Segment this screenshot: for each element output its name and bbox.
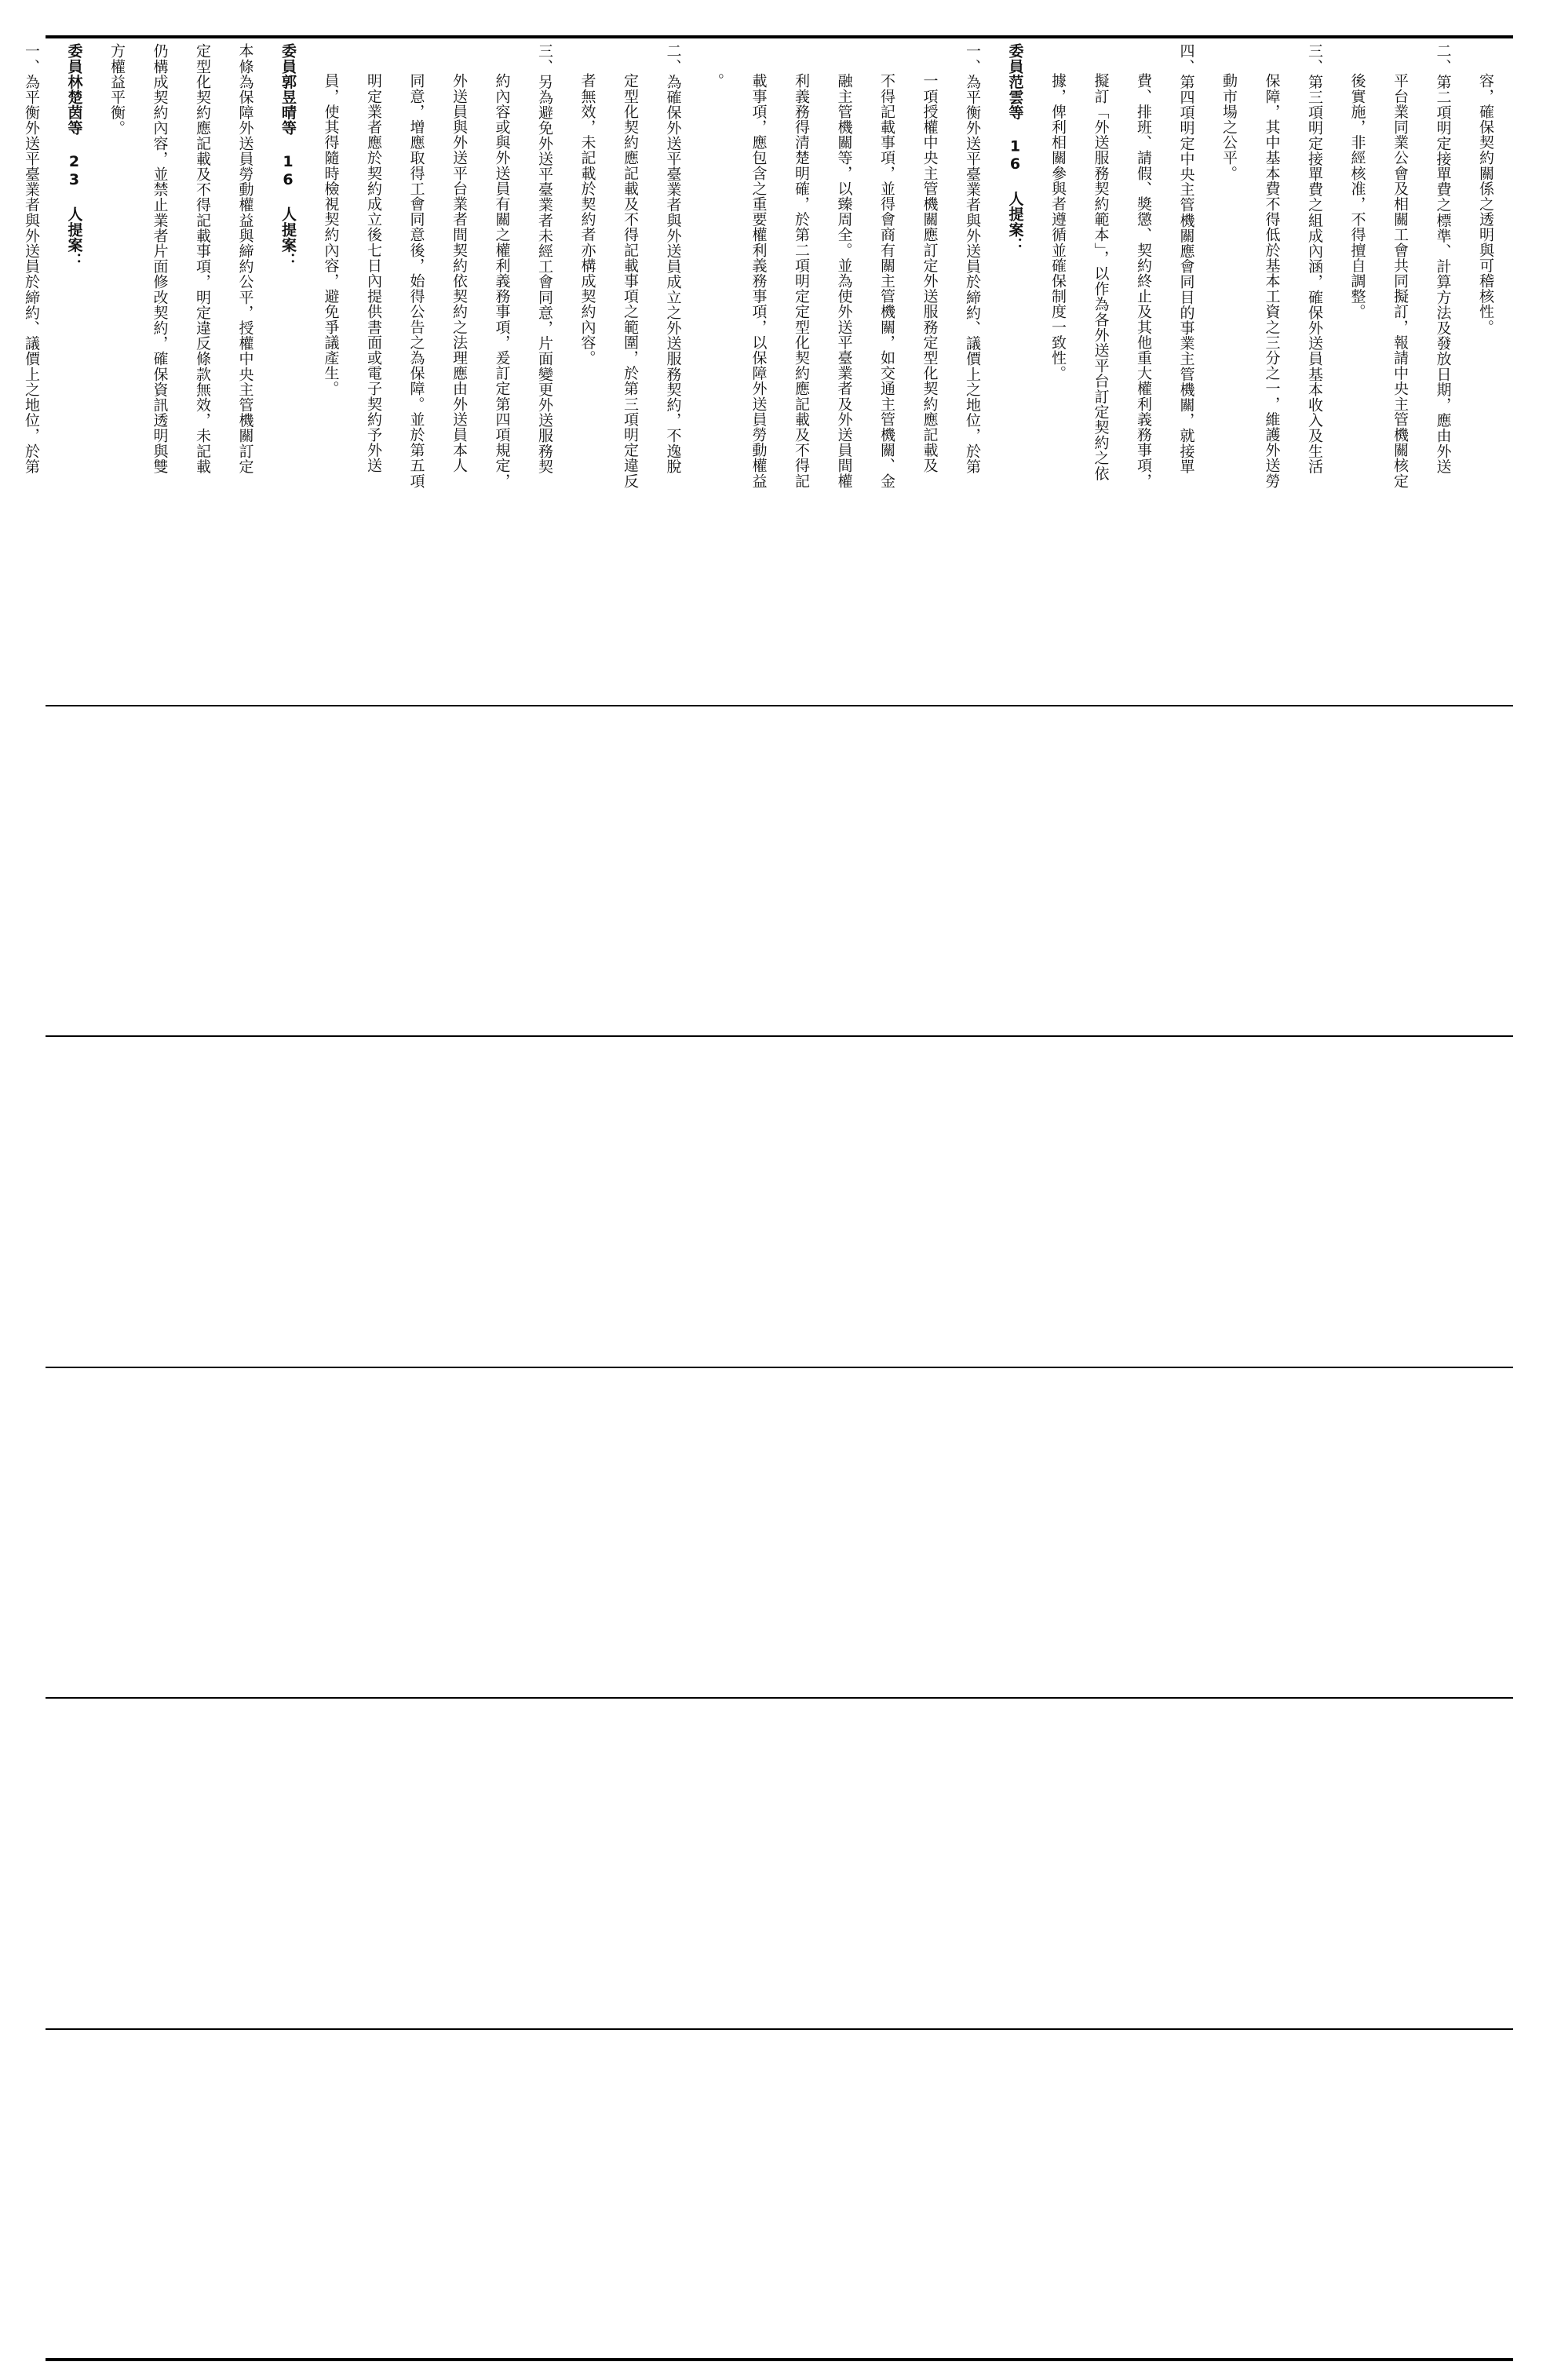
top-rule [46, 35, 1513, 38]
vertical-text-panel [23, 43, 1507, 687]
text-line: 容，確保契約關係之透明與可稽核性。 [1477, 73, 1494, 335]
bottom-rule [46, 2358, 1513, 2361]
text-line: 平台業同業公會及相關工會共同擬訂，報請中央主管機關核定 [1391, 73, 1409, 489]
text-line: 一、為平衡外送平臺業者與外送員於締約、議價上之地位，於第 [23, 43, 40, 474]
text-line: 外送員與外送平台業者間契約依契約之法理應由外送員本人 [450, 73, 468, 473]
text-line: 二、為確保外送平臺業者與外送員成立之外送服務契約，不逸脫 [664, 43, 682, 474]
text-line: 不得記載事項，並得會商有關主管機關，如交通主管機關、金 [878, 73, 895, 489]
text-line: 三、第三項明定接單費之組成內涵，確保外送員基本收入及生活 [1306, 43, 1323, 474]
text-line: 約內容或與外送員有關之權利義務事項，爰訂定第四項規定， [493, 73, 511, 489]
proposal-heading: 委員郭昱晴等 16 人提案： [279, 43, 297, 268]
text-line: 同意，增應取得工會同意後，始得公告之為保障。並於第五項 [407, 73, 425, 489]
text-line: 仍構成契約內容，並禁止業者片面修改契約，確保資訊透明與雙 [151, 43, 169, 474]
proposal-heading: 委員林楚茵等 23 人提案： [65, 43, 83, 268]
text-line: 定型化契約應記載及不得記載事項，明定違反條款無效，未記載 [194, 43, 211, 474]
text-line: 二、第二項明定接單費之標準、計算方法及發放日期，應由外送 [1434, 43, 1452, 474]
text-line: 本條為保障外送員勞動權益與締約公平，授權中央主管機關訂定 [236, 43, 254, 474]
text-line: 利義務得清楚明確，於第二項明定定型化契約應記載及不得記 [793, 73, 810, 489]
empty-cell-3 [46, 1368, 1513, 1696]
text-line: 明定業者應於契約成立後七日內提供書面或電子契約予外送 [365, 73, 382, 473]
text-line: 費、排班、請假、獎懲、契約終止及其他重大權利義務事項， [1135, 73, 1152, 489]
text-line: 一項授權中央主管機關應訂定外送服務定型化契約應記載及 [921, 73, 939, 473]
text-line: 後實施，非經核准，不得擅自調整。 [1348, 73, 1366, 319]
text-line: 。 [707, 73, 724, 89]
text-line: 一、為平衡外送平臺業者與外送員於締約、議價上之地位，於第 [964, 43, 981, 474]
text-line: 載事項，應包含之重要權利義務事項，以保障外送員勞動權益 [749, 73, 768, 489]
text-line: 員，使其得隨時檢視契約內容，避免爭議產生。 [322, 73, 340, 396]
text-line: 動市場之公平。 [1220, 73, 1238, 181]
text-line: 三、另為避免外送平臺業者未經工會同意，片面變更外送服務契 [536, 43, 553, 474]
text-line: 擬訂「外送服務契約範本」，以作為各外送平台訂定契約之依 [1092, 73, 1110, 481]
empty-cell-2 [46, 1037, 1513, 1365]
text-line: 保障，其中基本費不得低於基本工資之三分之一，維護外送勞 [1263, 73, 1281, 489]
empty-cell-1 [46, 706, 1513, 1035]
text-line: 融主管機關等，以臻周全。並為使外送平臺業者及外送員間權 [835, 73, 853, 489]
proposal-heading: 委員范雲等 16 人提案： [1006, 43, 1024, 253]
text-line: 據，俾利相關參與者遵循並確保制度一致性。 [1049, 73, 1067, 381]
text-line: 四、第四項明定中央主管機關應會同目的事業主管機關，就接單 [1177, 43, 1195, 474]
text-line: 定型化契約應記載及不得記載事項之範圍，於第三項明定違反 [622, 73, 639, 489]
text-line: 者無效，未記載於契約者亦構成契約內容。 [578, 73, 596, 366]
empty-cell-5 [46, 2030, 1513, 2356]
empty-cell-4 [46, 1699, 1513, 2027]
text-line: 方權益平衡。 [108, 43, 126, 136]
